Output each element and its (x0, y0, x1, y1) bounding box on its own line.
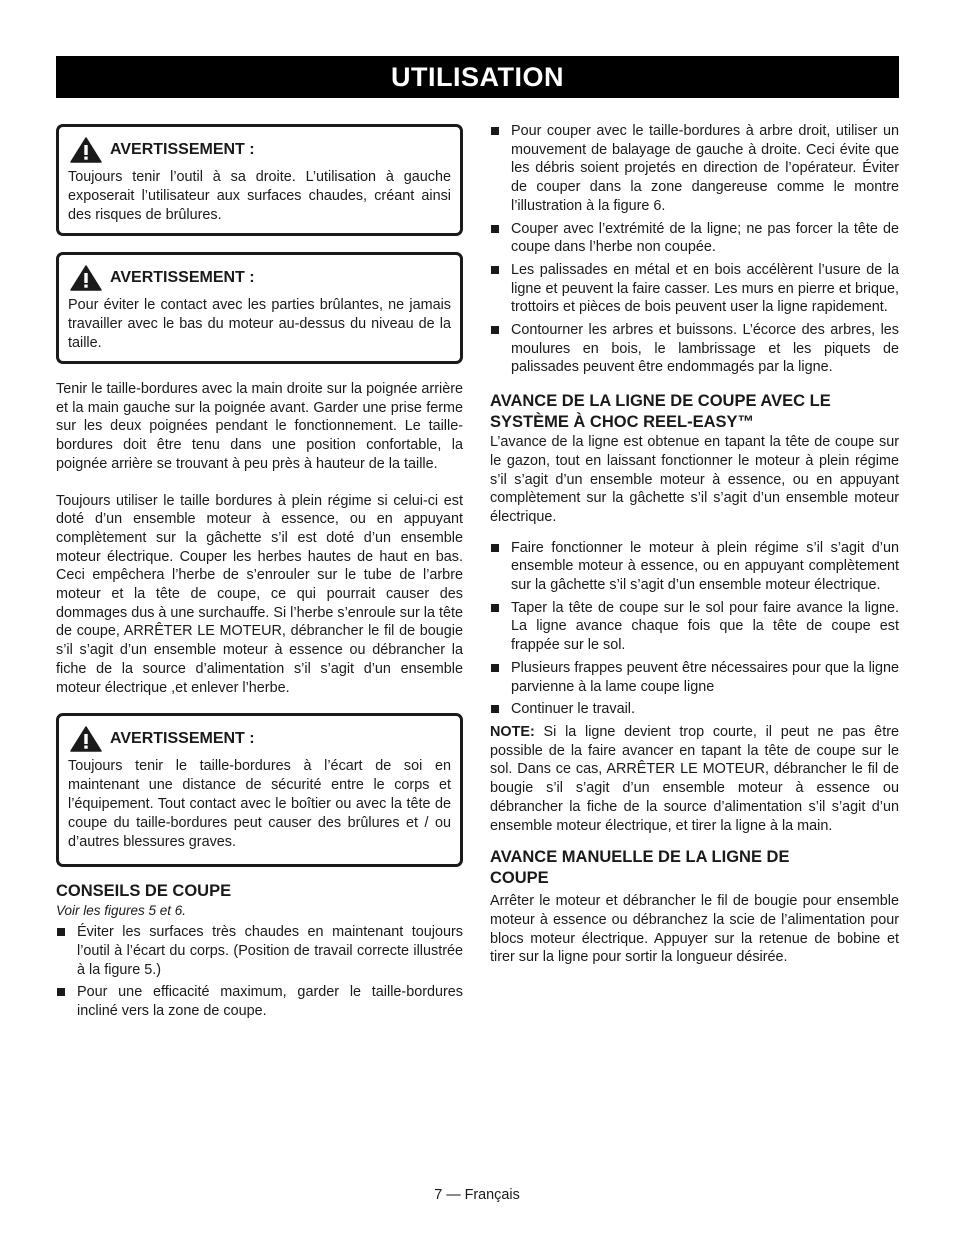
note-text: Si la ligne devient trop courte, il peut ne pas être possible de la faire avancer en tapant la tête de coupe sur le sol. Dans ce cas, ARRÊTER LE MOTEUR, débrancher le fil de bougie s’il s’agit d’un ensemble moteur à essence ou débrancher la fiche de la source d’alimentation s’il s’agit d’un ensemble moteur électrique, et tirer la ligne à la main. (490, 723, 899, 834)
square-bullet-icon (491, 326, 499, 334)
square-bullet-icon (491, 225, 499, 233)
list-item: Les palissades en métal et en bois accélèrent l’usure de la ligne et peuvent la faire casser. Les murs en pierre et brique, trottoirs et pièces de bois peuvent user la ligne rapidement. (490, 261, 899, 317)
bullet-list (490, 539, 899, 719)
list-item: Contourner les arbres et buissons. L’écorce des arbres, les moulures en bois, le lambrissage et les piquets de palissades peuvent être endommagés par la ligne. (490, 321, 899, 377)
warning-box (56, 124, 463, 236)
list-item: Faire fonctionner le moteur à plein régime s’il s’agit d’un ensemble moteur à essence, ou en appuyant complètement sur la gâchette s’il s’agit d’un ensemble moteur électrique. (490, 539, 899, 595)
warning-text: Pour éviter le contact avec les parties brûlantes, ne jamais travailler avec le bas du moteur au-dessus du niveau de la taille. (68, 297, 451, 351)
square-bullet-icon (491, 664, 499, 672)
warning-text: Toujours tenir l’outil à sa droite. L’utilisation à gauche exposerait l’utilisateur aux surfaces chaudes, créant ainsi des risques de brûlures. (68, 169, 451, 223)
warning-heading (68, 724, 451, 754)
square-bullet-icon (491, 705, 499, 713)
section-heading: AVANCE MANUELLE DE LA LIGNE DE COUPE (490, 848, 790, 888)
warning-text: Toujours tenir le taille-bordures à l’écart de soi en maintenant une distance de sécurité entre le corps et l’équipement. Tout contact avec le boîtier ou avec la tête de coupe du taille-bordures peut causer des brûlures et / ou d’autres blessures graves. (68, 758, 451, 851)
square-bullet-icon (491, 127, 499, 135)
warning-box (56, 252, 463, 364)
body-paragraph: Tenir le taille-bordures avec la main droite sur la poignée arrière et la main gauche sur la poignée avant. Garder une prise ferme sur les deux poignées pendant le fonctionnement. Le taille-bordures doit être tenu dans une position confortable, la poignée arrière se trouvant à peu près à hauteur de la taille. (56, 381, 463, 472)
square-bullet-icon (491, 544, 499, 552)
square-bullet-icon (491, 604, 499, 612)
section-heading: CONSEILS DE COUPE (56, 882, 232, 901)
warning-label: AVERTISSEMENT : (110, 730, 255, 748)
list-item: Pour couper avec le taille-bordures à arbre droit, utiliser un mouvement de balayage de gauche à droite. Ceci évite que les débris soient projetés en direction de l’opérateur. Éviter de couper dans la zone dangereuse comme le montre l’illustration à la figure 6. (490, 122, 899, 216)
list-item: Continuer le travail. (490, 700, 899, 719)
bullet-list (56, 923, 463, 1021)
left-column (56, 124, 463, 1025)
list-item: Plusieurs frappes peuvent être nécessaires pour que la ligne parvienne à la lame coupe ligne (490, 659, 899, 696)
square-bullet-icon (57, 928, 65, 936)
warning-label: AVERTISSEMENT : (110, 269, 255, 286)
warning-heading (68, 135, 451, 165)
square-bullet-icon (491, 266, 499, 274)
note-paragraph (490, 723, 899, 835)
list-item: Pour une efficacité maximum, garder le taille-bordures incliné vers la zone de coupe. (56, 983, 463, 1020)
body-paragraph: Toujours utiliser le taille bordures à plein régime si celui-ci est doté d’un ensemble moteur à essence, ou en appuyant complètement sur la gâchette s’il est doté d’un ensemble moteur électrique. Couper les herbes hautes de haut en bas. Ceci empêchera l’herbe de s’enrouler sur le tube de l’arbre moteur et la tête de coupe, ce qui pourrait causer des dommages dus à une surchauffe. Si l’herbe s’enroule sur la tête de coupe, ARRÊTER LE MOTEUR, débrancher le fil de bougie s’il s’agit d’un ensemble moteur à essence ou débrancher la fiche de la source d’alimentation s’il s’agit d’un ensemble moteur électrique ,et enlever l’herbe. (56, 492, 463, 696)
list-item: Taper la tête de coupe sur le sol pour faire avance la ligne. La ligne avance chaque fois que la tête de coupe est frappée sur le sol. (490, 599, 899, 655)
square-bullet-icon (57, 988, 65, 996)
page-footer (0, 1186, 954, 1204)
warning-heading (68, 263, 451, 293)
warning-triangle-icon (70, 726, 102, 752)
warning-triangle-icon (70, 137, 102, 163)
section-subtitle: Voir les figures 5 et 6. (56, 903, 187, 919)
body-paragraph: L’avance de la ligne est obtenue en tapant la tête de coupe sur le gazon, tout en laissant fonctionner le moteur à plein régime s’il s’agit d’un ensemble moteur à essence, ou en appuyant complètement sur la gâchette s’il s’agit d’un ensemble moteur électrique. (490, 434, 899, 525)
list-item: Couper avec l’extrémité de la ligne; ne pas forcer la tête de coupe dans l’herbe non coupée. (490, 220, 899, 257)
right-column (490, 122, 899, 967)
warning-box (56, 713, 463, 867)
warning-triangle-icon (70, 265, 102, 291)
warning-label: AVERTISSEMENT : (110, 141, 255, 158)
section-heading: AVANCE DE LA LIGNE DE COUPE AVEC LE SYSTÈME À CHOC REEL-EASY™ (490, 392, 831, 432)
bullet-list (490, 122, 899, 377)
page-title-bar (56, 56, 899, 98)
page-number: 7 — Français (434, 1187, 520, 1203)
list-item: Éviter les surfaces très chaudes en maintenant toujours l’outil à l’écart du corps. (Position de travail correcte illustrée à la figure 5.) (56, 923, 463, 979)
page-title: UTILISATION (391, 62, 564, 92)
body-paragraph: Arrêter le moteur et débrancher le fil de bougie pour ensemble moteur à essence ou débranchez la scie de l’alimentation pour blocs moteur électrique. Appuyer sur la retenue de bobine et tirer sur la ligne pour sortir la longueur désirée. (490, 893, 899, 966)
note-label: NOTE: (490, 723, 535, 740)
